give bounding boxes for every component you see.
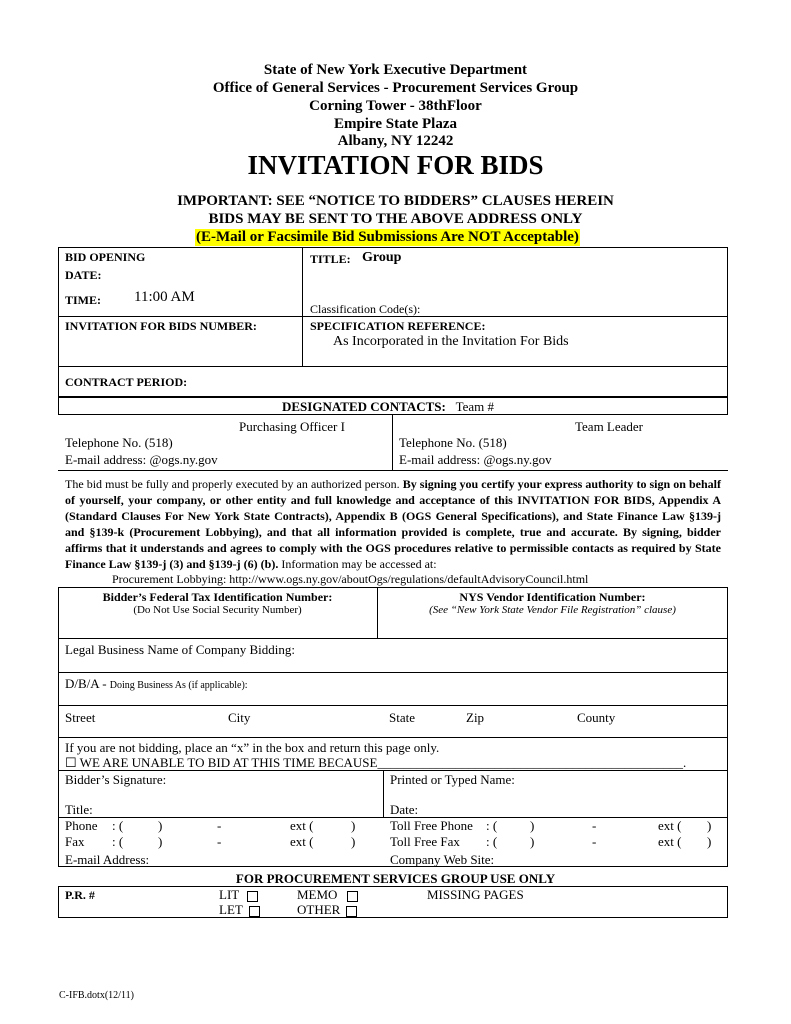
header-city: Albany, NY 12242 [337, 133, 454, 149]
legal-name-label: Legal Business Name of Company Bidding: [65, 642, 296, 657]
city-label: City [228, 710, 251, 725]
header-office: Office of General Services - Procurement Services Group [212, 80, 579, 96]
toll-free-phone-dash: - [592, 818, 597, 833]
nys-vendor-id-label: NYS Vendor Identification Number: [459, 590, 646, 604]
classification-label: Classification Code(s): [310, 302, 421, 316]
header-plaza: Empire State Plaza [333, 116, 458, 132]
phone-area-close: ) [158, 818, 163, 833]
address-notice: BIDS MAY BE SENT TO THE ABOVE ADDRESS ONLY [208, 211, 583, 227]
divider [383, 770, 384, 817]
toll-free-fax-ext-open: ext ( [658, 834, 682, 849]
county-label: County [577, 710, 616, 725]
left-email: E-mail address: @ogs.ny.gov [65, 452, 218, 467]
dba-field [65, 676, 248, 692]
header-building: Corning Tower - 38thFloor [309, 98, 482, 114]
lit-label: LIT [219, 887, 240, 902]
lobbying-url: Procurement Lobbying: http://www.ogs.ny.gov/aboutOgs/regulations/defaultAdvisoryCouncil.html [112, 572, 589, 586]
fax-label: Fax [65, 834, 85, 849]
let-checkbox[interactable] [249, 906, 260, 917]
fax-area-open: : ( [112, 834, 124, 849]
toll-free-phone-ext-close: ) [707, 818, 712, 833]
not-bidding-instruction: If you are not bidding, place an “x” in the box and return this page only. [65, 740, 440, 755]
toll-free-phone-ext-open: ext ( [658, 818, 682, 833]
divider [58, 470, 728, 471]
purchasing-officer-role: Purchasing Officer I [239, 419, 345, 434]
memo-option [297, 887, 358, 903]
phone-ext-close: ) [351, 818, 356, 833]
certification-paragraph [65, 476, 721, 572]
toll-free-fax-close: ) [530, 834, 535, 849]
divider [302, 247, 303, 367]
state-label: State [389, 710, 415, 725]
fax-dash: - [217, 834, 222, 849]
phone-ext-open: ext ( [290, 818, 314, 833]
page-title: INVITATION FOR BIDS [247, 150, 544, 180]
submission-warning: (E-Mail or Facsimile Bid Submissions Are NOT Acceptable) [196, 229, 579, 245]
let-label: LET [219, 902, 243, 917]
phone-label: Phone [65, 818, 98, 833]
dba-label: D/B/A - [65, 676, 107, 691]
form-code: C-IFB.dotx(12/11) [59, 990, 134, 1001]
contract-period-label: CONTRACT PERIOD: [65, 375, 188, 389]
designated-contacts-label: DESIGNATED CONTACTS: [282, 399, 446, 414]
title-field-label: Title: [65, 802, 93, 817]
company-website-label: Company Web Site: [390, 852, 495, 867]
team-number-label: Team # [455, 399, 495, 414]
toll-free-fax-label: Toll Free Fax [390, 834, 460, 849]
certification-intro: The bid must be fully and properly executed by an authorized person. [65, 477, 400, 491]
certification-access: Information may be accessed at: [281, 557, 437, 571]
signature-label: Bidder’s Signature: [65, 772, 167, 787]
certification-body: By signing you certify your express authority to sign on behalf of yourself, your company, or other entity and full knowledge and acceptance of this INVITATION FOR BIDS, Appendix A (Standard Clauses For New York State Contracts), Appendix B (OGS General Specifications), and State Finance Law §139-j and §139-k (Procurement Lobbying), and that all information provided is complete, true and accurate. By signing, bidder affirms that it understands and agrees to comply with the OGS procedures relative to permissible contacts as required by State Finance Law §139-j (3) and §139-j (6) (b). [65, 477, 722, 571]
team-leader-role: Team Leader [575, 419, 644, 434]
fax-ext-open: ext ( [290, 834, 314, 849]
toll-free-fax-ext-close: ) [707, 834, 712, 849]
other-checkbox[interactable] [346, 906, 357, 917]
fax-area-close: ) [158, 834, 163, 849]
memo-label: MEMO [297, 887, 338, 902]
dba-note: Doing Business As (if applicable): [109, 680, 248, 691]
lit-checkbox[interactable] [247, 891, 258, 902]
office-use-box [58, 886, 728, 918]
divider [392, 415, 393, 470]
toll-free-phone-close: ) [530, 818, 535, 833]
important-notice: IMPORTANT: SEE “NOTICE TO BIDDERS” CLAUSES HEREIN [177, 193, 614, 209]
divider [58, 638, 728, 639]
divider [58, 672, 728, 673]
nys-vendor-id-note: (See “New York State Vendor File Registration” clause) [429, 604, 676, 616]
lit-option [219, 887, 258, 903]
spec-reference-value: As Incorporated in the Invitation For Bids [333, 334, 569, 349]
ifb-number-label: INVITATION FOR BIDS NUMBER: [65, 319, 257, 333]
time-label: TIME: [65, 293, 101, 307]
phone-area-open: : ( [112, 818, 124, 833]
right-email: E-mail address: @ogs.ny.gov [399, 452, 552, 467]
time-value: 11:00 AM [134, 289, 195, 305]
missing-pages-label: MISSING PAGES [427, 887, 524, 902]
header-dept: State of New York Executive Department [263, 62, 528, 78]
title-value: Group [362, 250, 402, 265]
printed-name-label: Printed or Typed Name: [390, 772, 515, 787]
right-telephone: Telephone No. (518) [399, 435, 507, 450]
toll-free-phone-open: : ( [486, 818, 498, 833]
title-label: TITLE: [310, 252, 351, 266]
street-label: Street [65, 710, 96, 725]
left-telephone: Telephone No. (518) [65, 435, 173, 450]
spec-reference-label: SPECIFICATION REFERENCE: [310, 319, 486, 333]
other-label: OTHER [297, 902, 341, 917]
zip-label: Zip [466, 710, 485, 725]
bid-opening-label: BID OPENING [65, 250, 146, 264]
fed-tax-id-label: Bidder’s Federal Tax Identification Number: [102, 590, 333, 604]
designated-contacts [282, 399, 494, 415]
date-field-label: Date: [390, 802, 419, 817]
fax-ext-close: ) [351, 834, 356, 849]
email-address-label: E-mail Address: [65, 852, 150, 867]
divider [58, 705, 728, 706]
fed-tax-id-note: (Do Not Use Social Security Number) [133, 604, 302, 616]
toll-free-fax-dash: - [592, 834, 597, 849]
date-label: DATE: [65, 268, 102, 282]
divider [58, 366, 728, 367]
memo-checkbox[interactable] [347, 891, 358, 902]
phone-dash: - [217, 818, 222, 833]
other-option [297, 902, 357, 918]
divider [58, 737, 728, 738]
let-option [219, 902, 260, 918]
toll-free-phone-label: Toll Free Phone [390, 818, 473, 833]
toll-free-fax-open: : ( [486, 834, 498, 849]
unable-to-bid-line: ☐ WE ARE UNABLE TO BID AT THIS TIME BECAUSE_______________________________________________. [65, 755, 687, 770]
office-use-heading: FOR PROCUREMENT SERVICES GROUP USE ONLY [235, 871, 556, 886]
pr-number-label: P.R. # [65, 888, 95, 902]
